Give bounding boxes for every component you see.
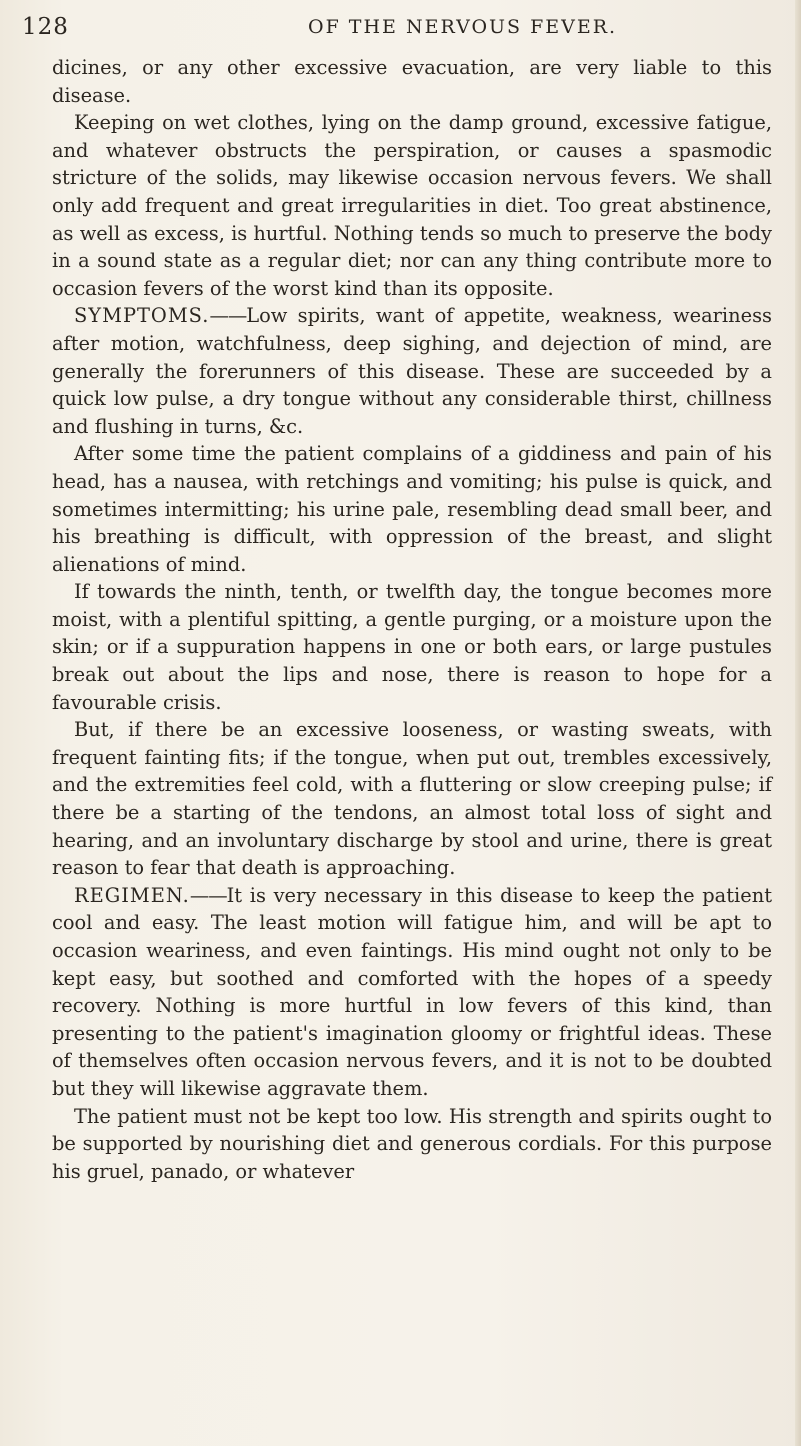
paragraph-text: It is very necessary in this disease to keep the patient cool and easy. The least motion will fatigue him, and will be apt to occasion weariness, and even faintings. His mind ought not only to be kept easy, but soothed and comforted with the hopes of a speedy recovery. Nothing is more hurtful in low fevers of this kind, than presenting to the patient's imagination gloomy or frightful ideas. These of themselves often occasion nervous fevers, and it is not to be doubted but they will likewise aggravate them. xyxy=(52,883,772,1100)
paragraph-text: If towards the ninth, tenth, or twelfth day, the tongue becomes more moist, with a plentiful spitting, a gentle purging, or a moisture upon the skin; or if a suppuration happens in one or both ears, or large pustules break out about the lips and nose, there is reason to hope for a favourable crisis. xyxy=(52,580,772,714)
paragraph-text: But, if there be an excessive looseness, or wasting sweats, with frequent fainting fits; if the tongue, when put out, trembles excessively, and the extremities feel cold, with a fluttering or slow creeping pulse; if there be a starting of the tendons, an almost total loss of sight and hearing, and an involuntary discharge by stool and urine, there is great reason to fear that death is approaching. xyxy=(52,718,772,880)
paragraph-text: Keeping on wet clothes, lying on the damp ground, excessive fatigue, and whatever obstructs the perspiration, or causes a spasmodic stricture of the solids, may likewise occasion nervous fevers. We shall only add frequent and great irregularities in diet. Too great abstinence, as well as excess, is hurtful. Nothing tends so much to preserve the body in a sound state as a regular diet; nor can any thing contribute more to occasion fevers of the worst kind than its opposite. xyxy=(52,111,772,300)
page-number: 128 xyxy=(22,14,69,40)
paragraph-8 xyxy=(52,1103,772,1186)
paragraph-text: Low spirits, want of appetite, weakness, weariness after motion, watchfulness, deep sighing, and dejection of mind, are generally the forerunners of this disease. These are succeeded by a quick low pulse, a dry tongue without any considerable thirst, chillness and flushing in turns, &c. xyxy=(52,304,772,438)
page-edge xyxy=(795,0,801,1446)
paragraph-text: dicines, or any other excessive evacuation, are very liable to this disease. xyxy=(52,56,772,107)
running-head: OF THE NERVOUS FEVER. xyxy=(308,16,618,38)
paragraph-5 xyxy=(52,578,772,716)
paragraph-2 xyxy=(52,109,772,302)
paragraph-symptoms xyxy=(52,302,772,440)
body-text xyxy=(52,54,772,1185)
paragraph-4 xyxy=(52,440,772,578)
heading-dash: —— xyxy=(209,304,247,328)
paragraph-text: The patient must not be kept too low. His strength and spirits ought to be supported by nourishing diet and generous cordials. For this purpose his gruel, panado, or whatever xyxy=(52,1104,772,1183)
paragraph-text: After some time the patient complains of a giddiness and pain of his head, has a nausea, with retchings and vomiting; his pulse is quick, and sometimes intermitting; his urine pale, resembling dead small beer, and his breathing is difficult, with oppression of the breast, and slight alienations of mind. xyxy=(52,442,772,576)
section-heading-symptoms: SYMPTOMS. xyxy=(74,304,210,328)
page-header xyxy=(22,14,782,48)
section-heading-regimen: REGIMEN. xyxy=(74,883,190,907)
paragraph-1 xyxy=(52,54,772,109)
paragraph-6 xyxy=(52,716,772,882)
heading-dash: —— xyxy=(189,883,227,907)
paragraph-regimen xyxy=(52,882,772,1103)
